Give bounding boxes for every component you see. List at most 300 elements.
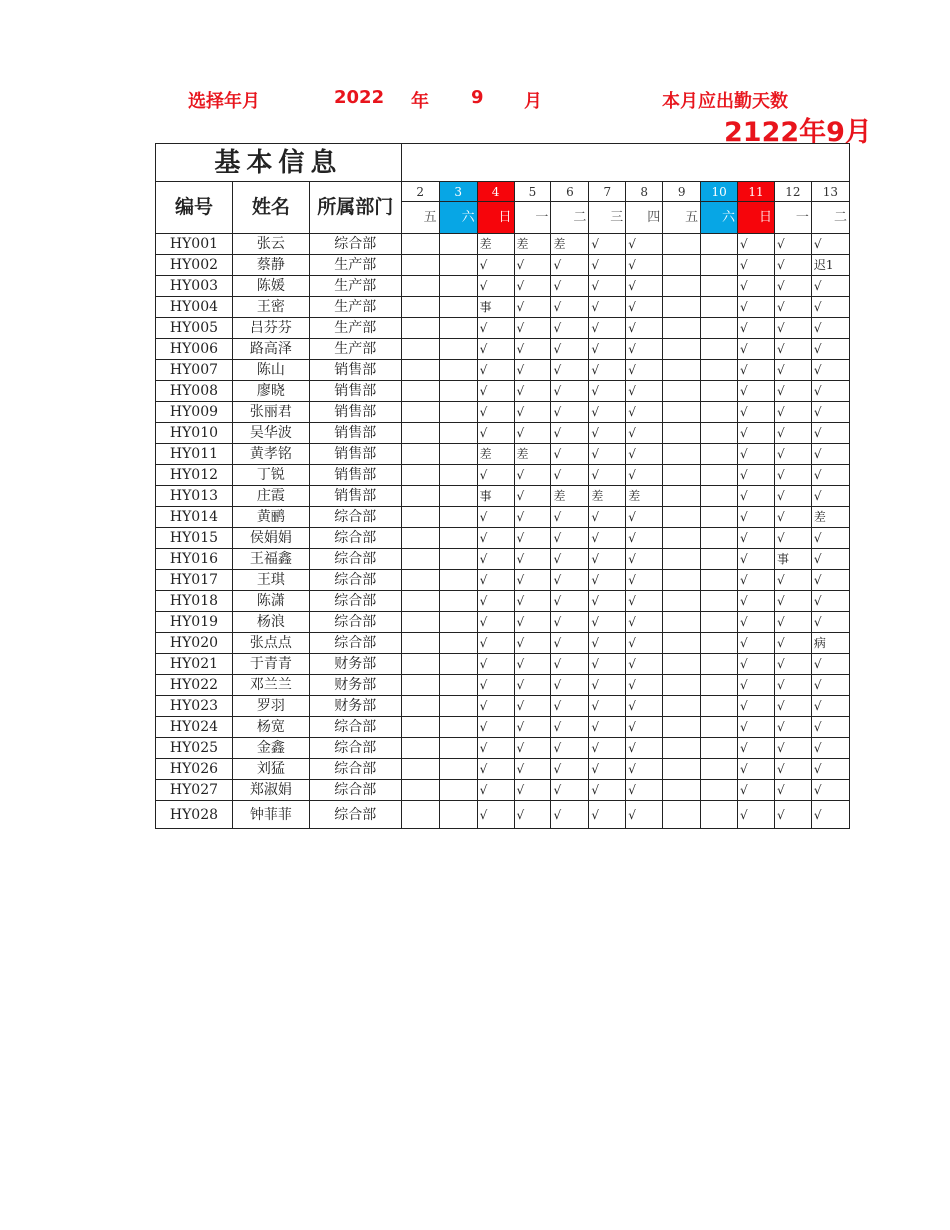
- attendance-cell[interactable]: [401, 507, 439, 528]
- employee-dept-cell[interactable]: 销售部: [309, 402, 401, 423]
- attendance-cell[interactable]: √: [514, 780, 551, 801]
- attendance-cell[interactable]: [439, 675, 477, 696]
- attendance-cell[interactable]: √: [589, 465, 626, 486]
- attendance-cell[interactable]: √: [477, 528, 514, 549]
- attendance-cell[interactable]: √: [514, 339, 551, 360]
- employee-name-cell[interactable]: 丁锐: [232, 465, 309, 486]
- employee-id-cell[interactable]: HY019: [156, 612, 233, 633]
- attendance-cell[interactable]: √: [551, 696, 589, 717]
- attendance-cell[interactable]: [701, 297, 738, 318]
- attendance-cell[interactable]: √: [589, 591, 626, 612]
- attendance-cell[interactable]: [401, 465, 439, 486]
- attendance-cell[interactable]: √: [811, 276, 849, 297]
- attendance-cell[interactable]: [701, 423, 738, 444]
- attendance-cell[interactable]: √: [477, 360, 514, 381]
- attendance-cell[interactable]: √: [477, 507, 514, 528]
- employee-dept-cell[interactable]: 销售部: [309, 381, 401, 402]
- employee-dept-cell[interactable]: 生产部: [309, 339, 401, 360]
- attendance-cell[interactable]: √: [774, 360, 811, 381]
- attendance-cell[interactable]: √: [738, 465, 775, 486]
- attendance-cell[interactable]: √: [738, 528, 775, 549]
- attendance-cell[interactable]: √: [551, 654, 589, 675]
- attendance-cell[interactable]: √: [551, 507, 589, 528]
- attendance-cell[interactable]: √: [589, 381, 626, 402]
- employee-id-cell[interactable]: HY001: [156, 234, 233, 255]
- attendance-cell[interactable]: [701, 612, 738, 633]
- attendance-cell[interactable]: √: [774, 528, 811, 549]
- attendance-cell[interactable]: [701, 717, 738, 738]
- attendance-cell[interactable]: [401, 675, 439, 696]
- attendance-cell[interactable]: [401, 423, 439, 444]
- attendance-cell[interactable]: √: [774, 591, 811, 612]
- attendance-cell[interactable]: √: [589, 549, 626, 570]
- attendance-cell[interactable]: √: [811, 801, 849, 829]
- attendance-cell[interactable]: √: [774, 444, 811, 465]
- attendance-cell[interactable]: √: [626, 570, 663, 591]
- attendance-cell[interactable]: √: [811, 234, 849, 255]
- attendance-cell[interactable]: √: [477, 654, 514, 675]
- attendance-cell[interactable]: [439, 549, 477, 570]
- attendance-cell[interactable]: [663, 633, 701, 654]
- attendance-cell[interactable]: [401, 255, 439, 276]
- attendance-cell[interactable]: [439, 570, 477, 591]
- attendance-cell[interactable]: √: [811, 780, 849, 801]
- attendance-cell[interactable]: √: [514, 465, 551, 486]
- employee-dept-cell[interactable]: 综合部: [309, 570, 401, 591]
- month-value[interactable]: 9: [471, 87, 484, 108]
- attendance-cell[interactable]: √: [774, 255, 811, 276]
- attendance-cell[interactable]: [663, 423, 701, 444]
- attendance-cell[interactable]: √: [551, 402, 589, 423]
- attendance-cell[interactable]: 事: [477, 486, 514, 507]
- attendance-cell[interactable]: [701, 465, 738, 486]
- attendance-cell[interactable]: √: [738, 486, 775, 507]
- attendance-cell[interactable]: √: [477, 570, 514, 591]
- employee-id-cell[interactable]: HY022: [156, 675, 233, 696]
- attendance-cell[interactable]: √: [811, 381, 849, 402]
- attendance-cell[interactable]: √: [514, 549, 551, 570]
- attendance-cell[interactable]: √: [626, 633, 663, 654]
- employee-id-cell[interactable]: HY025: [156, 738, 233, 759]
- attendance-cell[interactable]: [701, 255, 738, 276]
- attendance-cell[interactable]: [701, 339, 738, 360]
- attendance-cell[interactable]: [701, 486, 738, 507]
- attendance-cell[interactable]: √: [626, 381, 663, 402]
- employee-id-cell[interactable]: HY020: [156, 633, 233, 654]
- attendance-cell[interactable]: √: [551, 276, 589, 297]
- attendance-cell[interactable]: 事: [477, 297, 514, 318]
- attendance-cell[interactable]: √: [514, 276, 551, 297]
- attendance-cell[interactable]: [401, 654, 439, 675]
- attendance-cell[interactable]: √: [774, 759, 811, 780]
- attendance-cell[interactable]: [439, 423, 477, 444]
- attendance-cell[interactable]: √: [514, 507, 551, 528]
- employee-id-cell[interactable]: HY024: [156, 717, 233, 738]
- employee-name-cell[interactable]: 陈媛: [232, 276, 309, 297]
- attendance-cell[interactable]: 差: [477, 234, 514, 255]
- employee-name-cell[interactable]: 张云: [232, 234, 309, 255]
- attendance-cell[interactable]: √: [477, 549, 514, 570]
- employee-dept-cell[interactable]: 生产部: [309, 255, 401, 276]
- attendance-cell[interactable]: [663, 654, 701, 675]
- employee-id-cell[interactable]: HY027: [156, 780, 233, 801]
- attendance-cell[interactable]: √: [589, 423, 626, 444]
- employee-name-cell[interactable]: 杨宽: [232, 717, 309, 738]
- employee-id-cell[interactable]: HY014: [156, 507, 233, 528]
- attendance-cell[interactable]: √: [626, 465, 663, 486]
- attendance-cell[interactable]: √: [589, 717, 626, 738]
- attendance-cell[interactable]: [663, 444, 701, 465]
- attendance-cell[interactable]: √: [811, 486, 849, 507]
- attendance-cell[interactable]: [439, 297, 477, 318]
- attendance-cell[interactable]: [401, 297, 439, 318]
- attendance-cell[interactable]: [439, 591, 477, 612]
- employee-id-cell[interactable]: HY003: [156, 276, 233, 297]
- employee-id-cell[interactable]: HY012: [156, 465, 233, 486]
- attendance-cell[interactable]: √: [589, 234, 626, 255]
- attendance-cell[interactable]: [401, 570, 439, 591]
- attendance-cell[interactable]: √: [477, 591, 514, 612]
- attendance-cell[interactable]: [439, 465, 477, 486]
- attendance-cell[interactable]: √: [551, 444, 589, 465]
- attendance-cell[interactable]: [401, 486, 439, 507]
- attendance-cell[interactable]: √: [738, 570, 775, 591]
- attendance-cell[interactable]: [439, 255, 477, 276]
- attendance-cell[interactable]: [401, 318, 439, 339]
- employee-dept-cell[interactable]: 综合部: [309, 591, 401, 612]
- attendance-cell[interactable]: √: [477, 612, 514, 633]
- employee-id-cell[interactable]: HY004: [156, 297, 233, 318]
- attendance-cell[interactable]: [663, 612, 701, 633]
- attendance-cell[interactable]: √: [774, 234, 811, 255]
- attendance-cell[interactable]: √: [551, 423, 589, 444]
- attendance-cell[interactable]: √: [774, 402, 811, 423]
- attendance-cell[interactable]: √: [811, 717, 849, 738]
- attendance-cell[interactable]: √: [626, 717, 663, 738]
- employee-name-cell[interactable]: 刘猛: [232, 759, 309, 780]
- attendance-cell[interactable]: √: [477, 717, 514, 738]
- attendance-cell[interactable]: √: [738, 738, 775, 759]
- attendance-cell[interactable]: √: [738, 696, 775, 717]
- attendance-cell[interactable]: √: [589, 360, 626, 381]
- attendance-cell[interactable]: [401, 633, 439, 654]
- attendance-cell[interactable]: [401, 717, 439, 738]
- employee-name-cell[interactable]: 罗羽: [232, 696, 309, 717]
- attendance-cell[interactable]: [701, 402, 738, 423]
- attendance-cell[interactable]: √: [477, 780, 514, 801]
- attendance-cell[interactable]: √: [551, 297, 589, 318]
- attendance-cell[interactable]: √: [514, 801, 551, 829]
- attendance-cell[interactable]: [663, 381, 701, 402]
- employee-dept-cell[interactable]: 生产部: [309, 297, 401, 318]
- attendance-cell[interactable]: √: [811, 696, 849, 717]
- employee-id-cell[interactable]: HY007: [156, 360, 233, 381]
- attendance-cell[interactable]: [401, 339, 439, 360]
- attendance-cell[interactable]: √: [477, 339, 514, 360]
- attendance-cell[interactable]: √: [738, 444, 775, 465]
- attendance-cell[interactable]: [439, 486, 477, 507]
- attendance-cell[interactable]: √: [626, 402, 663, 423]
- attendance-cell[interactable]: √: [811, 591, 849, 612]
- attendance-cell[interactable]: [663, 528, 701, 549]
- attendance-cell[interactable]: √: [626, 423, 663, 444]
- employee-dept-cell[interactable]: 销售部: [309, 486, 401, 507]
- attendance-cell[interactable]: √: [589, 675, 626, 696]
- attendance-cell[interactable]: [663, 318, 701, 339]
- attendance-cell[interactable]: [401, 759, 439, 780]
- employee-name-cell[interactable]: 张点点: [232, 633, 309, 654]
- employee-name-cell[interactable]: 钟菲菲: [232, 801, 309, 829]
- attendance-cell[interactable]: [439, 381, 477, 402]
- attendance-cell[interactable]: [439, 402, 477, 423]
- employee-name-cell[interactable]: 吴华波: [232, 423, 309, 444]
- attendance-cell[interactable]: [401, 696, 439, 717]
- attendance-cell[interactable]: √: [738, 801, 775, 829]
- attendance-cell[interactable]: [701, 318, 738, 339]
- attendance-cell[interactable]: √: [738, 717, 775, 738]
- attendance-cell[interactable]: [701, 276, 738, 297]
- attendance-cell[interactable]: √: [589, 255, 626, 276]
- attendance-cell[interactable]: √: [811, 570, 849, 591]
- employee-id-cell[interactable]: HY026: [156, 759, 233, 780]
- employee-id-cell[interactable]: HY028: [156, 801, 233, 829]
- attendance-cell[interactable]: √: [626, 318, 663, 339]
- employee-dept-cell[interactable]: 综合部: [309, 738, 401, 759]
- attendance-cell[interactable]: √: [589, 297, 626, 318]
- attendance-cell[interactable]: √: [514, 738, 551, 759]
- attendance-cell[interactable]: √: [774, 297, 811, 318]
- attendance-cell[interactable]: √: [626, 675, 663, 696]
- attendance-cell[interactable]: √: [477, 675, 514, 696]
- attendance-cell[interactable]: [701, 780, 738, 801]
- attendance-cell[interactable]: √: [774, 633, 811, 654]
- attendance-cell[interactable]: √: [477, 402, 514, 423]
- attendance-cell[interactable]: √: [514, 402, 551, 423]
- attendance-cell[interactable]: √: [811, 360, 849, 381]
- attendance-cell[interactable]: √: [738, 654, 775, 675]
- attendance-cell[interactable]: √: [514, 255, 551, 276]
- employee-dept-cell[interactable]: 综合部: [309, 234, 401, 255]
- attendance-cell[interactable]: √: [774, 339, 811, 360]
- employee-name-cell[interactable]: 郑淑娟: [232, 780, 309, 801]
- attendance-cell[interactable]: √: [514, 717, 551, 738]
- attendance-cell[interactable]: √: [551, 570, 589, 591]
- attendance-cell[interactable]: [439, 759, 477, 780]
- employee-dept-cell[interactable]: 综合部: [309, 549, 401, 570]
- attendance-cell[interactable]: [439, 234, 477, 255]
- attendance-cell[interactable]: √: [774, 570, 811, 591]
- employee-dept-cell[interactable]: 财务部: [309, 654, 401, 675]
- attendance-cell[interactable]: [663, 234, 701, 255]
- attendance-cell[interactable]: √: [626, 759, 663, 780]
- attendance-cell[interactable]: [663, 276, 701, 297]
- employee-name-cell[interactable]: 蔡静: [232, 255, 309, 276]
- attendance-cell[interactable]: [401, 612, 439, 633]
- attendance-cell[interactable]: √: [626, 738, 663, 759]
- attendance-cell[interactable]: [401, 276, 439, 297]
- attendance-cell[interactable]: √: [626, 528, 663, 549]
- attendance-cell[interactable]: √: [811, 465, 849, 486]
- attendance-cell[interactable]: [701, 675, 738, 696]
- attendance-cell[interactable]: [439, 276, 477, 297]
- attendance-cell[interactable]: [439, 360, 477, 381]
- employee-dept-cell[interactable]: 生产部: [309, 276, 401, 297]
- attendance-cell[interactable]: √: [477, 423, 514, 444]
- attendance-cell[interactable]: √: [589, 339, 626, 360]
- year-value[interactable]: 2022: [334, 87, 385, 108]
- attendance-cell[interactable]: [701, 801, 738, 829]
- employee-id-cell[interactable]: HY008: [156, 381, 233, 402]
- attendance-cell[interactable]: √: [774, 801, 811, 829]
- attendance-cell[interactable]: √: [738, 780, 775, 801]
- attendance-cell[interactable]: √: [477, 633, 514, 654]
- attendance-cell[interactable]: √: [477, 465, 514, 486]
- attendance-cell[interactable]: √: [811, 612, 849, 633]
- attendance-cell[interactable]: [663, 759, 701, 780]
- attendance-cell[interactable]: √: [514, 654, 551, 675]
- attendance-cell[interactable]: √: [626, 276, 663, 297]
- attendance-cell[interactable]: √: [774, 717, 811, 738]
- employee-id-cell[interactable]: HY015: [156, 528, 233, 549]
- attendance-cell[interactable]: √: [589, 612, 626, 633]
- attendance-cell[interactable]: [401, 234, 439, 255]
- attendance-cell[interactable]: √: [477, 381, 514, 402]
- attendance-cell[interactable]: [401, 360, 439, 381]
- attendance-cell[interactable]: [663, 402, 701, 423]
- attendance-cell[interactable]: √: [738, 591, 775, 612]
- attendance-cell[interactable]: √: [738, 318, 775, 339]
- attendance-cell[interactable]: √: [589, 738, 626, 759]
- attendance-cell[interactable]: √: [811, 444, 849, 465]
- attendance-cell[interactable]: √: [477, 759, 514, 780]
- attendance-cell[interactable]: [663, 801, 701, 829]
- attendance-cell[interactable]: [701, 696, 738, 717]
- attendance-cell[interactable]: √: [477, 696, 514, 717]
- attendance-cell[interactable]: √: [811, 675, 849, 696]
- attendance-cell[interactable]: [439, 444, 477, 465]
- attendance-cell[interactable]: √: [626, 696, 663, 717]
- attendance-cell[interactable]: [701, 570, 738, 591]
- employee-id-cell[interactable]: HY013: [156, 486, 233, 507]
- employee-name-cell[interactable]: 侯娟娟: [232, 528, 309, 549]
- attendance-cell[interactable]: 差: [626, 486, 663, 507]
- attendance-cell[interactable]: √: [738, 234, 775, 255]
- attendance-cell[interactable]: [439, 654, 477, 675]
- attendance-cell[interactable]: √: [626, 234, 663, 255]
- attendance-cell[interactable]: √: [589, 507, 626, 528]
- attendance-cell[interactable]: √: [738, 549, 775, 570]
- attendance-cell[interactable]: [663, 717, 701, 738]
- employee-name-cell[interactable]: 王福鑫: [232, 549, 309, 570]
- attendance-cell[interactable]: [439, 528, 477, 549]
- employee-id-cell[interactable]: HY016: [156, 549, 233, 570]
- attendance-cell[interactable]: [663, 465, 701, 486]
- attendance-cell[interactable]: √: [589, 528, 626, 549]
- attendance-cell[interactable]: √: [738, 759, 775, 780]
- attendance-cell[interactable]: √: [738, 675, 775, 696]
- attendance-cell[interactable]: [663, 780, 701, 801]
- attendance-cell[interactable]: √: [589, 780, 626, 801]
- attendance-cell[interactable]: √: [811, 297, 849, 318]
- employee-id-cell[interactable]: HY011: [156, 444, 233, 465]
- attendance-cell[interactable]: √: [626, 612, 663, 633]
- attendance-cell[interactable]: [439, 339, 477, 360]
- attendance-cell[interactable]: [401, 738, 439, 759]
- employee-name-cell[interactable]: 廖晓: [232, 381, 309, 402]
- attendance-cell[interactable]: [663, 360, 701, 381]
- attendance-cell[interactable]: √: [774, 465, 811, 486]
- attendance-cell[interactable]: √: [589, 801, 626, 829]
- attendance-cell[interactable]: √: [514, 360, 551, 381]
- attendance-cell[interactable]: [401, 528, 439, 549]
- attendance-cell[interactable]: [439, 318, 477, 339]
- attendance-cell[interactable]: √: [811, 402, 849, 423]
- employee-dept-cell[interactable]: 财务部: [309, 675, 401, 696]
- attendance-cell[interactable]: [401, 381, 439, 402]
- attendance-cell[interactable]: [439, 696, 477, 717]
- attendance-cell[interactable]: 差: [514, 234, 551, 255]
- attendance-cell[interactable]: 病: [811, 633, 849, 654]
- attendance-cell[interactable]: 迟1: [811, 255, 849, 276]
- attendance-cell[interactable]: √: [477, 801, 514, 829]
- employee-name-cell[interactable]: 邓兰兰: [232, 675, 309, 696]
- attendance-cell[interactable]: √: [551, 591, 589, 612]
- employee-dept-cell[interactable]: 综合部: [309, 612, 401, 633]
- attendance-cell[interactable]: √: [551, 528, 589, 549]
- employee-dept-cell[interactable]: 销售部: [309, 465, 401, 486]
- attendance-cell[interactable]: √: [477, 276, 514, 297]
- attendance-cell[interactable]: √: [738, 381, 775, 402]
- attendance-cell[interactable]: √: [774, 675, 811, 696]
- attendance-cell[interactable]: [663, 486, 701, 507]
- attendance-cell[interactable]: √: [589, 759, 626, 780]
- attendance-cell[interactable]: √: [738, 297, 775, 318]
- attendance-cell[interactable]: [439, 738, 477, 759]
- attendance-cell[interactable]: 差: [811, 507, 849, 528]
- attendance-cell[interactable]: √: [626, 444, 663, 465]
- attendance-cell[interactable]: [439, 633, 477, 654]
- attendance-cell[interactable]: [439, 717, 477, 738]
- employee-name-cell[interactable]: 杨浪: [232, 612, 309, 633]
- employee-dept-cell[interactable]: 财务部: [309, 696, 401, 717]
- attendance-cell[interactable]: √: [626, 549, 663, 570]
- attendance-cell[interactable]: √: [514, 297, 551, 318]
- attendance-cell[interactable]: [663, 675, 701, 696]
- attendance-cell[interactable]: [701, 591, 738, 612]
- attendance-cell[interactable]: √: [551, 780, 589, 801]
- attendance-cell[interactable]: 差: [514, 444, 551, 465]
- attendance-cell[interactable]: √: [738, 339, 775, 360]
- attendance-cell[interactable]: 差: [589, 486, 626, 507]
- attendance-cell[interactable]: 差: [477, 444, 514, 465]
- attendance-cell[interactable]: √: [774, 612, 811, 633]
- attendance-cell[interactable]: √: [551, 633, 589, 654]
- attendance-cell[interactable]: √: [589, 444, 626, 465]
- attendance-cell[interactable]: √: [626, 255, 663, 276]
- attendance-cell[interactable]: [701, 633, 738, 654]
- employee-dept-cell[interactable]: 综合部: [309, 633, 401, 654]
- employee-dept-cell[interactable]: 生产部: [309, 318, 401, 339]
- attendance-cell[interactable]: [401, 780, 439, 801]
- attendance-cell[interactable]: √: [626, 297, 663, 318]
- attendance-cell[interactable]: √: [738, 360, 775, 381]
- attendance-cell[interactable]: [401, 549, 439, 570]
- employee-dept-cell[interactable]: 综合部: [309, 759, 401, 780]
- attendance-cell[interactable]: √: [774, 507, 811, 528]
- attendance-cell[interactable]: [701, 507, 738, 528]
- attendance-cell[interactable]: √: [738, 402, 775, 423]
- attendance-cell[interactable]: √: [738, 255, 775, 276]
